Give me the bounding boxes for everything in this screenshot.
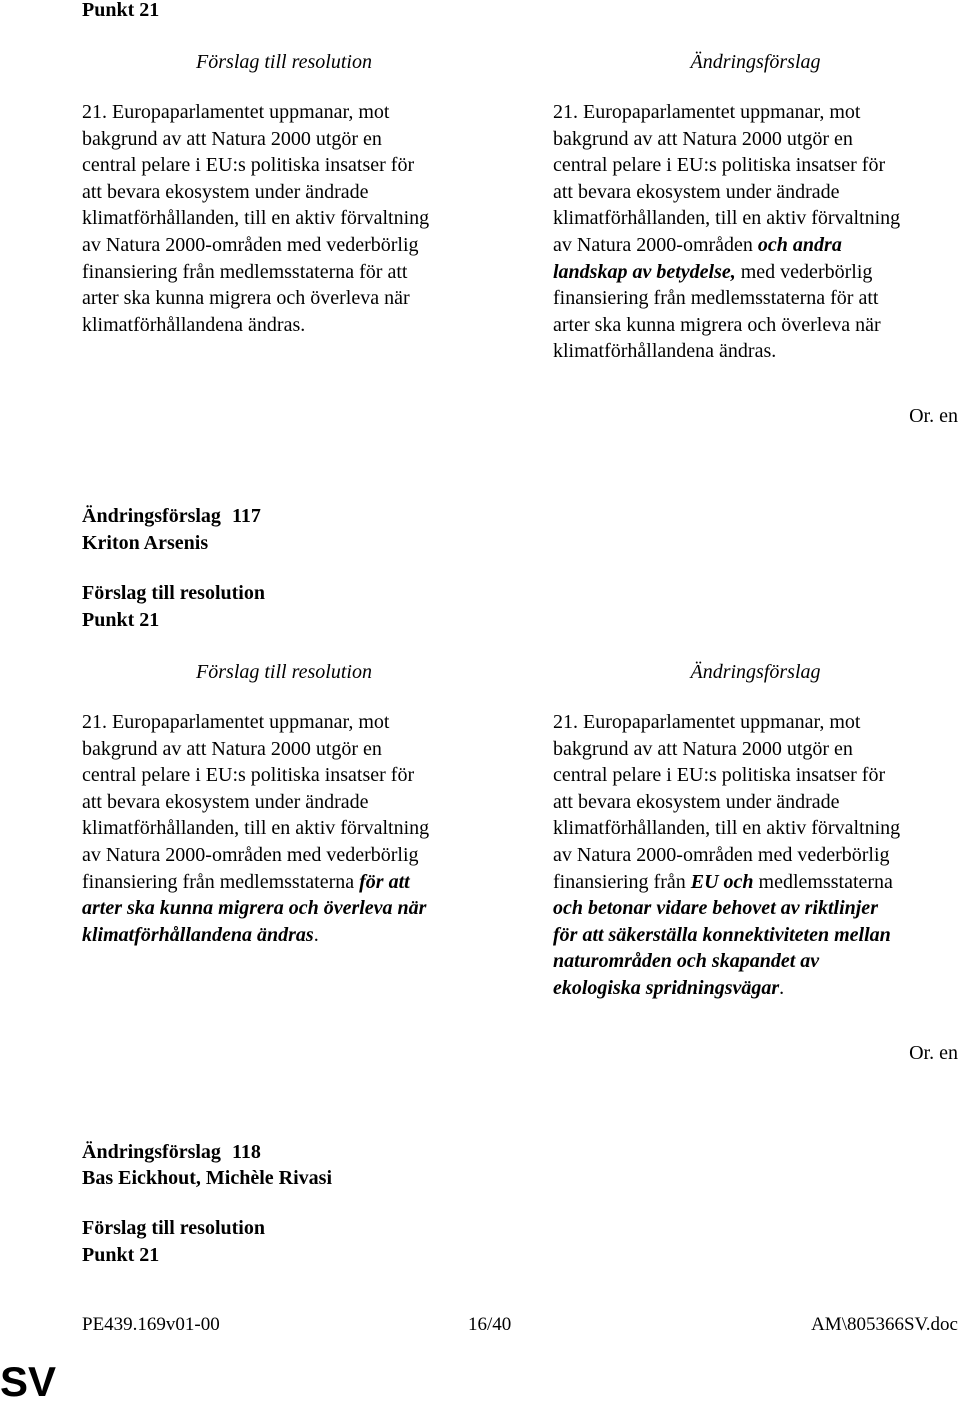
text-segment: att bevara ekosystem under ändrade bbox=[553, 180, 840, 203]
original-language: Or. en bbox=[909, 405, 958, 427]
text-line bbox=[82, 232, 482, 259]
text-segment: av Natura 2000-områden med vederbörlig bbox=[82, 843, 419, 866]
text-segment: medlemsstaterna bbox=[753, 870, 893, 893]
original-text bbox=[82, 99, 482, 338]
amended-segment: ekologiska spridningsvägar bbox=[553, 976, 780, 999]
text-segment: att bevara ekosystem under ändrade bbox=[82, 790, 369, 813]
left-column-header: Förslag till resolution bbox=[196, 661, 372, 683]
text-line bbox=[82, 179, 482, 206]
text-segment: finansiering från bbox=[553, 870, 691, 893]
text-line bbox=[82, 126, 482, 153]
text-segment: finansiering från medlemsstaterna bbox=[82, 870, 360, 893]
text-segment: finansiering från medlemsstaterna för att bbox=[553, 287, 879, 310]
text-line bbox=[82, 922, 482, 949]
amendment-title: Ändringsförslag 117 bbox=[82, 505, 261, 527]
text-line bbox=[553, 99, 958, 126]
text-line bbox=[553, 259, 958, 286]
text-segment: 21. Europaparlamentet uppmanar, mot bbox=[553, 711, 861, 733]
amendment-title: Ändringsförslag 118 bbox=[82, 1141, 261, 1163]
text-segment: klimatförhållanden, till en aktiv förvaltning bbox=[553, 817, 901, 840]
text-line bbox=[82, 259, 482, 286]
amended-segment: för att säkerställa konnektiviteten mellan bbox=[553, 923, 891, 946]
text-segment: . bbox=[779, 976, 785, 999]
text-line bbox=[553, 338, 958, 365]
text-segment: av Natura 2000-områden bbox=[553, 233, 758, 256]
left-column-header: Förslag till resolution bbox=[196, 51, 372, 73]
text-segment: bakgrund av att Natura 2000 utgör en bbox=[82, 737, 382, 760]
text-line bbox=[82, 842, 482, 869]
amended-segment: klimatförhållandena ändras bbox=[82, 923, 314, 946]
text-segment: arter ska kunna migrera och överleva när bbox=[553, 313, 881, 336]
text-segment: 21. Europaparlamentet uppmanar, mot bbox=[82, 711, 390, 733]
amendment-author: Bas Eickhout, Michèle Rivasi bbox=[82, 1167, 333, 1189]
text-segment: central pelare i EU:s politiska insatser för bbox=[553, 154, 886, 177]
text-line bbox=[82, 789, 482, 816]
text-line bbox=[553, 285, 958, 312]
right-column-header: Ändringsförslag bbox=[690, 661, 821, 683]
point-heading: Punkt 21 bbox=[82, 1244, 160, 1266]
text-segment: klimatförhållanden, till en aktiv förvaltning bbox=[82, 207, 430, 230]
amended-text bbox=[553, 99, 958, 365]
point-heading: Punkt 21 bbox=[82, 0, 160, 21]
text-line bbox=[553, 179, 958, 206]
motion-label: Förslag till resolution bbox=[82, 582, 265, 604]
text-line bbox=[82, 895, 482, 922]
text-segment: klimatförhållanden, till en aktiv förvaltning bbox=[82, 817, 430, 840]
amended-segment: EU och bbox=[690, 870, 754, 893]
text-line bbox=[553, 789, 958, 816]
amended-segment: för att bbox=[359, 870, 410, 893]
text-segment: bakgrund av att Natura 2000 utgör en bbox=[82, 127, 382, 150]
text-line bbox=[82, 869, 482, 896]
text-line bbox=[82, 205, 482, 232]
text-segment: 21. Europaparlamentet uppmanar, mot bbox=[553, 101, 861, 123]
text-segment: 21. Europaparlamentet uppmanar, mot bbox=[82, 101, 390, 123]
motion-label: Förslag till resolution bbox=[82, 1217, 265, 1239]
original-language: Or. en bbox=[909, 1042, 958, 1064]
text-segment: central pelare i EU:s politiska insatser för bbox=[553, 764, 886, 787]
text-segment: av Natura 2000-områden med vederbörlig bbox=[82, 233, 419, 256]
text-line bbox=[553, 232, 958, 259]
amended-segment: arter ska kunna migrera och överleva när bbox=[82, 897, 427, 920]
text-segment: central pelare i EU:s politiska insatser för bbox=[82, 154, 415, 177]
amended-segment: landskap av betydelse, bbox=[553, 260, 736, 283]
text-segment: att bevara ekosystem under ändrade bbox=[553, 790, 840, 813]
amended-segment: och betonar vidare behovet av riktlinjer bbox=[553, 897, 878, 920]
text-line bbox=[82, 152, 482, 179]
amendment-author: Kriton Arsenis bbox=[82, 532, 209, 554]
text-line bbox=[553, 842, 958, 869]
text-line bbox=[553, 975, 958, 1002]
footer-reference: PE439.169v01-00 bbox=[82, 1314, 220, 1335]
text-line bbox=[553, 762, 958, 789]
text-segment: bakgrund av att Natura 2000 utgör en bbox=[553, 127, 853, 150]
text-line bbox=[553, 126, 958, 153]
right-column-header: Ändringsförslag bbox=[690, 51, 821, 73]
amended-segment: och andra bbox=[757, 233, 842, 256]
footer-page-number: 16/40 bbox=[468, 1314, 512, 1335]
text-segment: klimatförhållanden, till en aktiv förvaltning bbox=[553, 207, 901, 230]
text-line bbox=[553, 869, 958, 896]
amended-segment: naturområden och skapandet av bbox=[553, 950, 820, 973]
text-line bbox=[82, 285, 482, 312]
text-line bbox=[553, 152, 958, 179]
text-line bbox=[553, 736, 958, 763]
text-segment: klimatförhållandena ändras. bbox=[553, 340, 777, 363]
text-segment: att bevara ekosystem under ändrade bbox=[82, 180, 369, 203]
text-line bbox=[553, 895, 958, 922]
text-segment: . bbox=[313, 923, 319, 946]
text-segment: av Natura 2000-områden med vederbörlig bbox=[553, 843, 890, 866]
text-line bbox=[82, 99, 482, 126]
text-line bbox=[553, 709, 958, 736]
original-text bbox=[82, 709, 482, 948]
text-line bbox=[82, 815, 482, 842]
text-segment: bakgrund av att Natura 2000 utgör en bbox=[553, 737, 853, 760]
text-line bbox=[82, 312, 482, 339]
text-segment: finansiering från medlemsstaterna för att bbox=[82, 260, 408, 283]
text-line bbox=[82, 709, 482, 736]
text-segment: central pelare i EU:s politiska insatser för bbox=[82, 764, 415, 787]
language-code: SV bbox=[0, 1358, 57, 1405]
text-line bbox=[553, 815, 958, 842]
amended-text bbox=[553, 709, 958, 1002]
point-heading: Punkt 21 bbox=[82, 609, 160, 631]
text-line bbox=[553, 922, 958, 949]
text-line bbox=[82, 736, 482, 763]
text-line bbox=[553, 205, 958, 232]
text-line bbox=[553, 948, 958, 975]
text-line bbox=[82, 762, 482, 789]
text-segment: klimatförhållandena ändras. bbox=[82, 313, 306, 336]
footer-document-id: AM\805366SV.doc bbox=[811, 1314, 958, 1335]
text-segment: arter ska kunna migrera och överleva när bbox=[82, 287, 410, 310]
text-line bbox=[553, 312, 958, 339]
text-segment: med vederbörlig bbox=[735, 260, 873, 283]
